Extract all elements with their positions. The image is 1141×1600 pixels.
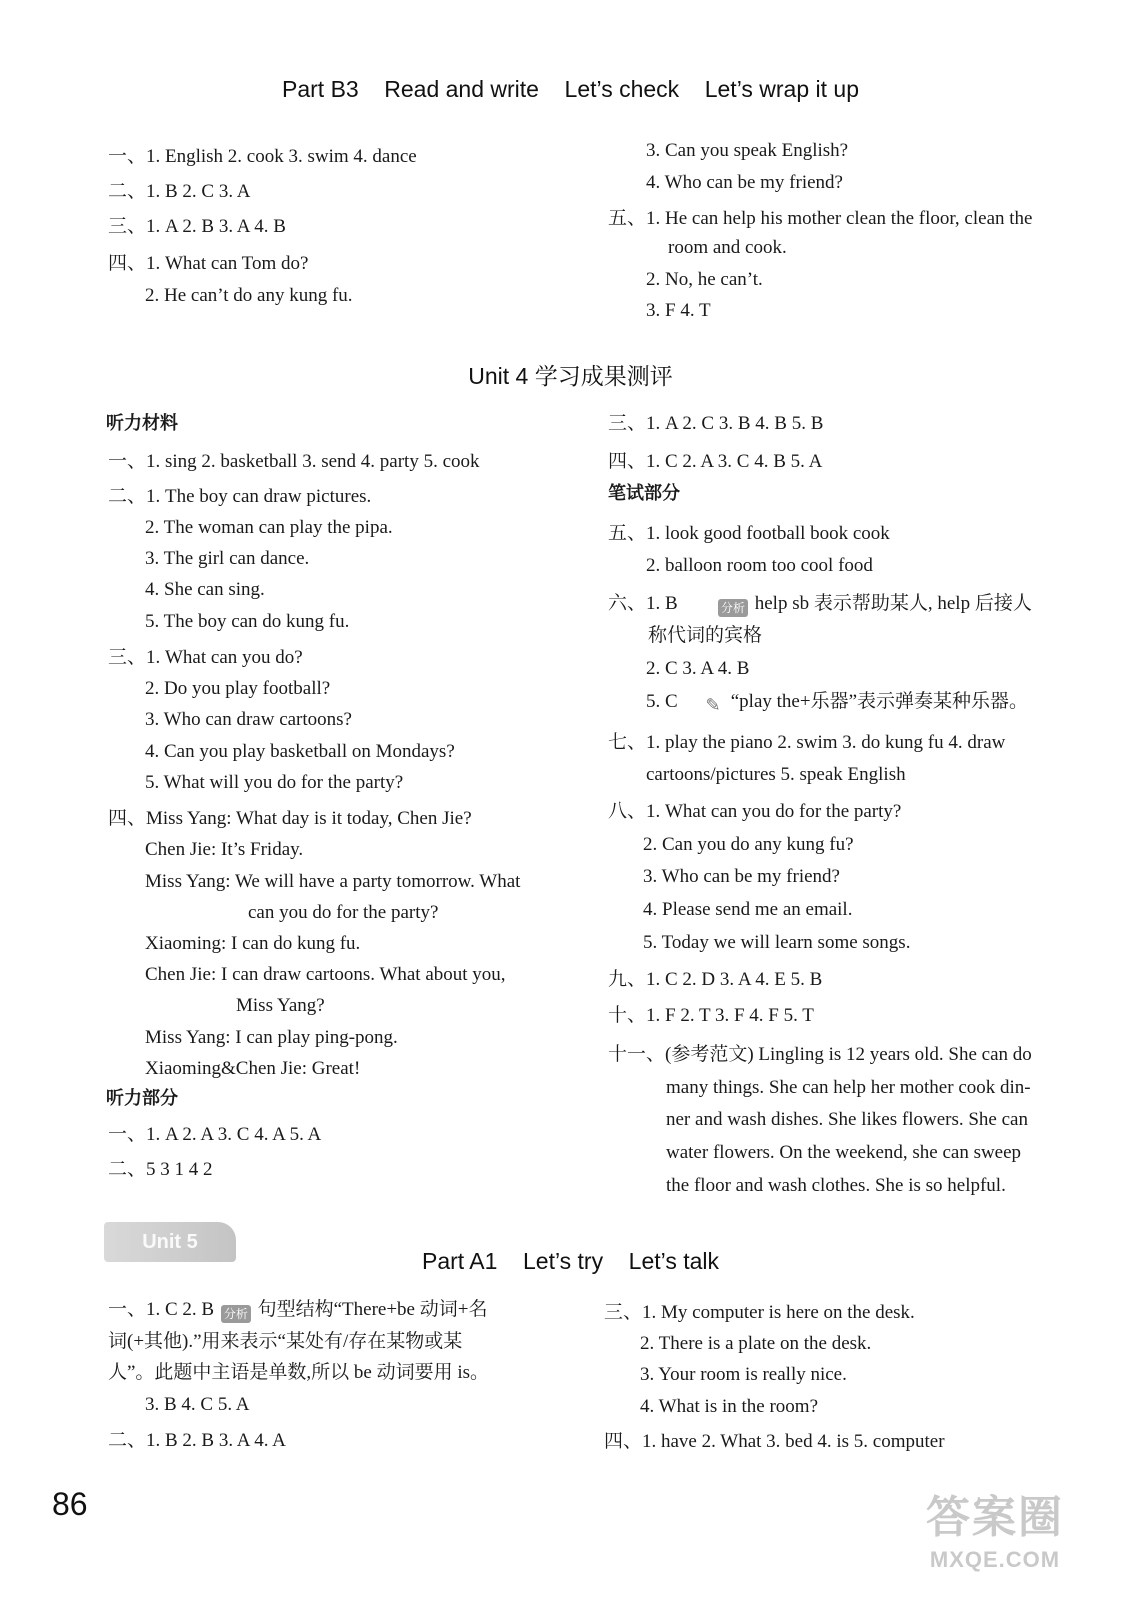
heading-unit-4: Unit 4 学习成果测评 <box>468 363 673 389</box>
answer-line: the floor and wash clothes. She is so helpful. <box>666 1175 1006 1196</box>
answer-line: 3. Who can be my friend? <box>643 866 840 887</box>
analysis-badge-icon: 分析 <box>718 599 748 617</box>
explanation-line: 人”。此题中主语是单数,所以 be 动词要用 is。 <box>108 1362 490 1383</box>
answer-line: 3. Can you speak English? <box>646 140 849 161</box>
answer-line: 2. balloon room too cool food <box>646 555 873 576</box>
answer-line: 2. The woman can play the pipa. <box>145 517 393 538</box>
answer-line: Chen Jie: I can draw cartoons. What about you, <box>145 964 506 985</box>
answer-line: 十一、(参考范文) Lingling is 12 years old. She can do <box>608 1044 1032 1065</box>
answer-line: 九、1. C 2. D 3. A 4. E 5. B <box>608 969 823 990</box>
answer-line: Xiaoming: I can do kung fu. <box>145 933 361 954</box>
answer-line: 5. C <box>646 691 678 712</box>
answer-line: 五、1. look good football book cook <box>608 523 890 544</box>
answer-line: 3. The girl can dance. <box>145 548 310 569</box>
label-listening-material: 听力材料 <box>106 413 178 434</box>
answer-line: 三、1. My computer is here on the desk. <box>604 1302 915 1323</box>
answer-line: 4. Who can be my friend? <box>646 172 843 193</box>
explanation-text: help sb 表示帮助某人, help 后接人 <box>754 593 1032 614</box>
answer-line: many things. She can help her mother cook din- <box>666 1077 1031 1098</box>
answer-line: 四、Miss Yang: What day is it today, Chen Jie? <box>108 808 472 829</box>
page-number: 86 <box>52 1486 88 1522</box>
answer-line: 4. She can sing. <box>145 579 265 600</box>
heading-part-a1: Part A1 Let’s try Let’s talk <box>421 1248 719 1274</box>
answer-line: Xiaoming&Chen Jie: Great! <box>145 1058 361 1079</box>
answer-line: 3. F 4. T <box>646 300 711 321</box>
unit-5-tag: Unit 5 <box>104 1222 236 1262</box>
label-listening-part: 听力部分 <box>106 1088 178 1109</box>
analysis-badge-icon: 分析 <box>221 1305 251 1323</box>
answer-text: 一、1. C 2. B <box>108 1299 215 1320</box>
pencil-icon: ✎ <box>705 695 721 715</box>
answer-line: Chen Jie: It’s Friday. <box>145 839 304 860</box>
answer-line: Miss Yang? <box>236 995 325 1016</box>
watermark-url: MXQE.COM <box>929 1547 1061 1572</box>
explanation-line <box>700 690 1028 715</box>
explanation-line: 称代词的宾格 <box>648 625 763 646</box>
answer-line: 5. What will you do for the party? <box>145 772 404 793</box>
answer-line: 2. C 3. A 4. B <box>646 658 750 679</box>
answer-line: 三、1. A 2. B 3. A 4. B <box>108 216 286 237</box>
answer-line: 3. B 4. C 5. A <box>145 1394 250 1415</box>
answer-line: 二、5 3 1 4 2 <box>108 1159 213 1180</box>
answer-line: 2. There is a plate on the desk. <box>640 1333 872 1354</box>
explanation-text: 句型结构“There+be 动词+名 <box>257 1299 488 1320</box>
answer-line: 六、1. B <box>608 593 678 614</box>
answer-line: 4. What is in the room? <box>640 1396 819 1417</box>
answer-line: cartoons/pictures 5. speak English <box>646 764 906 785</box>
answer-line: 2. No, he can’t. <box>646 269 763 290</box>
answer-line: 三、1. What can you do? <box>108 647 303 668</box>
answer-line: 十、1. F 2. T 3. F 4. F 5. T <box>608 1005 814 1026</box>
answer-line: 二、1. B 2. B 3. A 4. A <box>108 1430 286 1451</box>
explanation-text: “play the+乐器”表示弹奏某种乐器。 <box>730 691 1029 712</box>
answer-line: 二、1. B 2. C 3. A <box>108 181 251 202</box>
answer-line: Miss Yang: I can play ping-pong. <box>145 1027 398 1048</box>
answer-line: 七、1. play the piano 2. swim 3. do kung fu 4. draw <box>608 732 1006 753</box>
answer-line: room and cook. <box>668 237 787 258</box>
answer-line: 二、1. The boy can draw pictures. <box>108 486 372 507</box>
answer-line: 四、1. C 2. A 3. C 4. B 5. A <box>608 451 823 472</box>
answer-line: 一、1. English 2. cook 3. swim 4. dance <box>108 146 417 167</box>
answer-line: 一、1. A 2. A 3. C 4. A 5. A <box>108 1124 322 1145</box>
answer-line: can you do for the party? <box>248 902 439 923</box>
answer-line: 5. The boy can do kung fu. <box>145 611 350 632</box>
answer-line: 3. Your room is really nice. <box>640 1364 847 1385</box>
heading-part-b3: Part B3 Read and write Let’s check Let’s wrap it up <box>282 76 859 102</box>
answer-line: 三、1. A 2. C 3. B 4. B 5. B <box>608 413 824 434</box>
answer-line: 一、1. sing 2. basketball 3. send 4. party 5. cook <box>108 451 480 472</box>
watermark-logo <box>890 1490 1100 1590</box>
answer-line: 五、1. He can help his mother clean the floor, clean the <box>608 208 1033 229</box>
answer-line: 2. He can’t do any kung fu. <box>145 285 353 306</box>
watermark-text: 答案圈 <box>926 1493 1064 1542</box>
answer-line: 4. Can you play basketball on Mondays? <box>145 741 455 762</box>
answer-line: Miss Yang: We will have a party tomorrow. What <box>145 871 521 892</box>
answer-line: 2. Can you do any kung fu? <box>643 834 854 855</box>
answer-line: 四、1. have 2. What 3. bed 4. is 5. computer <box>604 1431 945 1452</box>
explanation-line <box>716 592 1032 617</box>
explanation-line: 词(+其他).”用来表示“某处有/存在某物或某 <box>108 1331 463 1352</box>
answer-line: ner and wash dishes. She likes flowers. She can <box>666 1109 1028 1130</box>
answer-line: 3. Who can draw cartoons? <box>145 709 352 730</box>
answer-line <box>108 1298 487 1323</box>
answer-line: 四、1. What can Tom do? <box>108 253 309 274</box>
answer-line: water flowers. On the weekend, she can sweep <box>666 1142 1022 1163</box>
answer-line: 2. Do you play football? <box>145 678 331 699</box>
answer-line: 5. Today we will learn some songs. <box>643 932 911 953</box>
label-written-part: 笔试部分 <box>608 483 680 504</box>
answer-line: 八、1. What can you do for the party? <box>608 801 902 822</box>
answer-line: 4. Please send me an email. <box>643 899 853 920</box>
